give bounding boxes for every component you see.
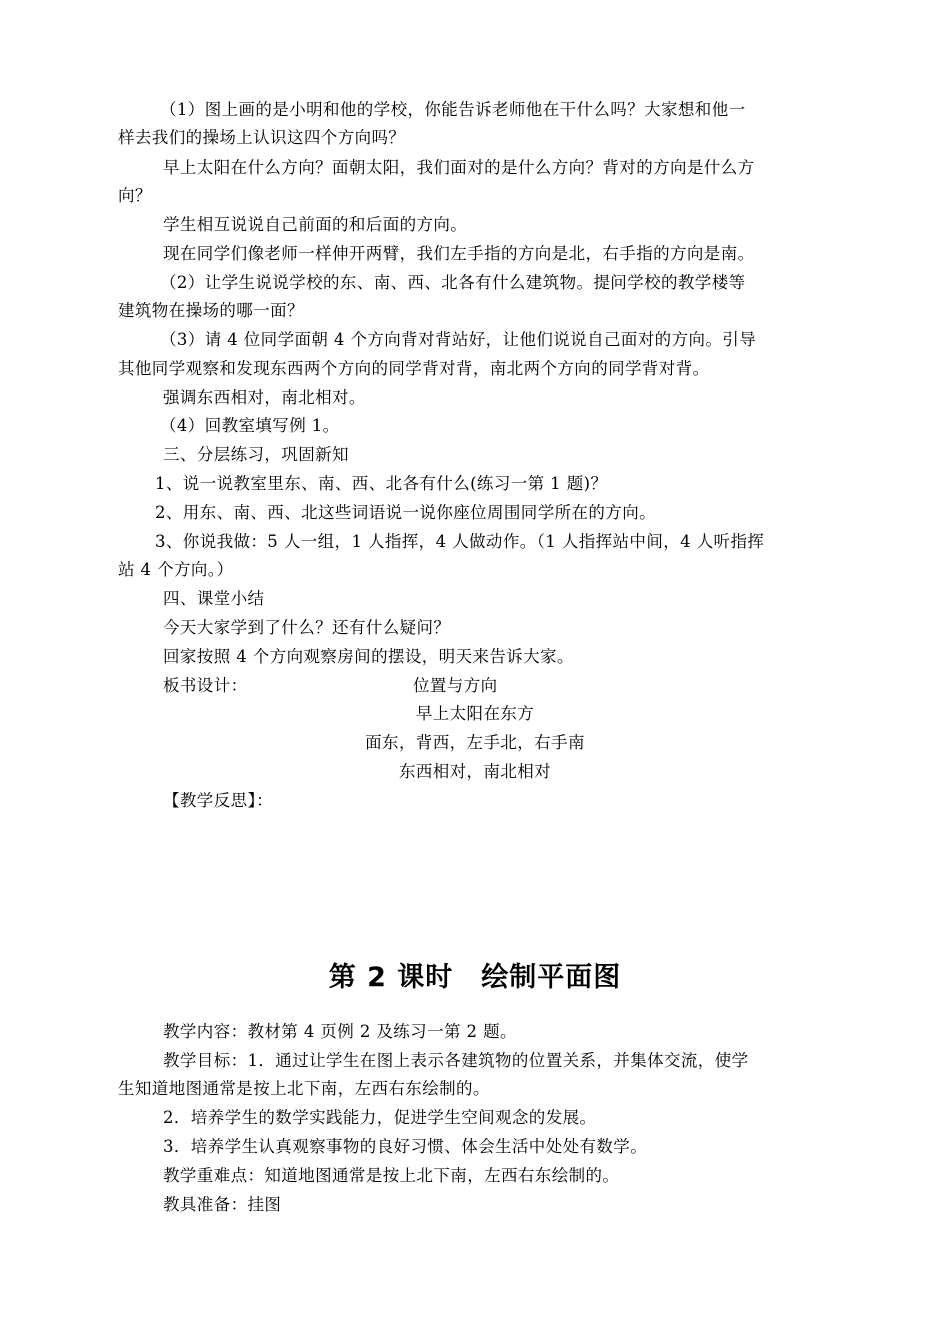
exercise-item: 站 4 个方向。） (118, 560, 234, 579)
section-heading: 三、分层练习，巩固新知 (163, 445, 349, 464)
board-design-line: 早上太阳在东方 (415, 704, 535, 723)
exercise-item: 2、用东、南、西、北这些词语说一说你座位周围同学所在的方向。 (155, 503, 656, 522)
paragraph-line: （3）请 4 位同学面朝 4 个方向背对背站好，让他们说说自己面对的方向。引导 (160, 330, 757, 349)
section-heading: 四、课堂小结 (163, 589, 265, 608)
paragraph-line: 学生相互说说自己前面的和后面的方向。 (163, 215, 468, 234)
paragraph-line: 今天大家学到了什么？还有什么疑问？ (163, 618, 451, 637)
paragraph-line: 早上太阳在什么方向？面朝太阳，我们面对的是什么方向？背对的方向是什么方 (163, 158, 755, 177)
board-design-line: 面东，背西，左手北，右手南 (365, 733, 585, 752)
paragraph-line: 强调东西相对，南北相对。 (163, 388, 366, 407)
paragraph-line: 样去我们的操场上认识这四个方向吗？ (118, 128, 406, 147)
board-design-label: 板书设计： (163, 676, 248, 695)
paragraph-line: 3．培养学生认真观察事物的良好习惯、体会生活中处处有数学。 (163, 1137, 648, 1156)
exercise-item: 3、你说我做：5 人一组，1 人指挥，4 人做动作。（1 人指挥站中间，4 人听指挥 (155, 532, 765, 551)
board-design-title: 位置与方向 (413, 676, 498, 695)
paragraph-line: 教学重难点：知道地图通常是按上北下南，左西右东绘制的。 (163, 1166, 620, 1185)
paragraph-line: （2）让学生说说学校的东、南、西、北各有什么建筑物。提问学校的教学楼等 (160, 273, 746, 292)
paragraph-line: 生知道地图通常是按上北下南，左西右东绘制的。 (118, 1079, 490, 1098)
paragraph-line: 现在同学们像老师一样伸开两臂，我们左手指的方向是北，右手指的方向是南。 (163, 244, 755, 263)
paragraph-line: （1）图上画的是小明和他的学校，你能告诉老师他在干什么吗？大家想和他一 (160, 100, 746, 119)
paragraph-line: 教具准备：挂图 (163, 1195, 282, 1214)
exercise-item: 1、说一说教室里东、南、西、北各有什么(练习一第 1 题)？ (155, 474, 608, 493)
paragraph-line: 2．培养学生的数学实践能力，促进学生空间观念的发展。 (163, 1108, 597, 1127)
paragraph-line: 向？ (118, 186, 152, 205)
paragraph-line: 教学内容：教材第 4 页例 2 及练习一第 2 题。 (163, 1022, 517, 1041)
paragraph-line: 回家按照 4 个方向观察房间的摆设，明天来告诉大家。 (163, 647, 574, 666)
paragraph-line: 教学目标：1．通过让学生在图上表示各建筑物的位置关系，并集体交流，使学 (163, 1051, 749, 1070)
teaching-reflection-label: 【教学反思】： (163, 791, 274, 810)
board-design-line: 东西相对，南北相对 (398, 762, 552, 781)
paragraph-line: 其他同学观察和发现东西两个方向的同学背对背，南北两个方向的同学背对背。 (118, 359, 710, 378)
paragraph-line: 建筑物在操场的哪一面？ (118, 301, 304, 320)
lesson-title: 第 2 课时 绘制平面图 (328, 962, 622, 993)
paragraph-line: （4）回教室填写例 1。 (160, 416, 340, 435)
